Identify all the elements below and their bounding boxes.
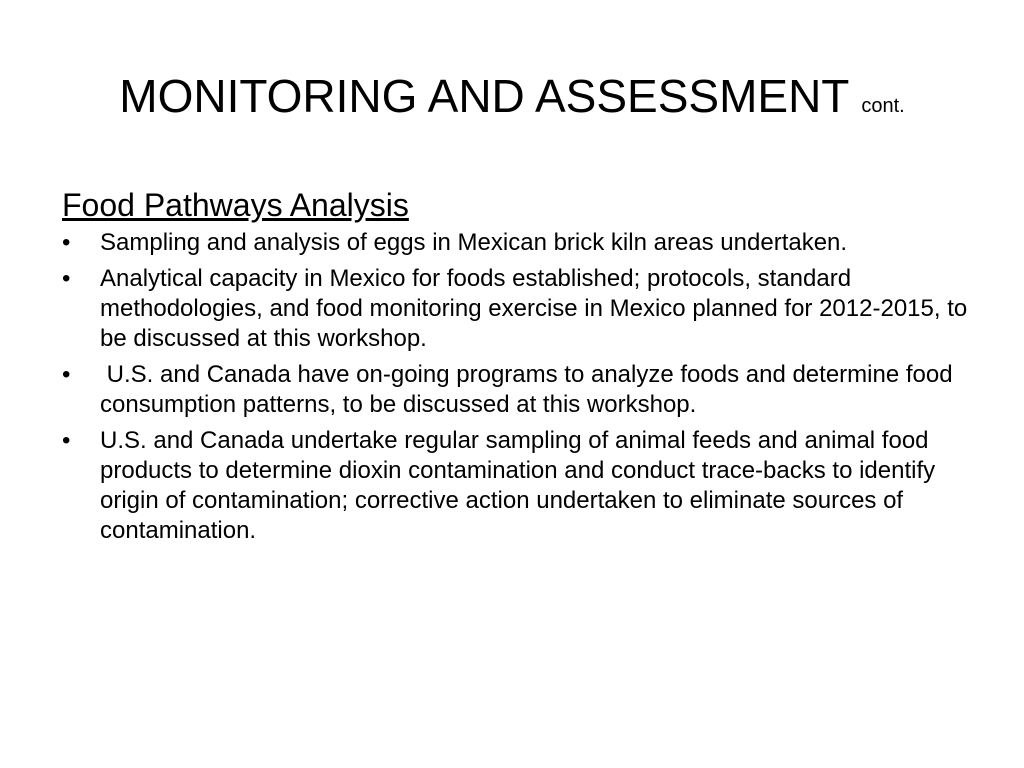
- bullet-icon: •: [62, 265, 71, 292]
- bullet-icon: •: [62, 361, 71, 388]
- bullet-text: Analytical capacity in Mexico for foods established; protocols, standard methodologies, and food monitoring exercise in Mexico planned for 2012-2015, to be discussed at this workshop.: [100, 265, 968, 352]
- bullet-list: [62, 228, 972, 546]
- bullet-item: [62, 228, 972, 258]
- section-subheading: Food Pathways Analysis: [62, 187, 409, 223]
- bullet-item: [62, 360, 972, 420]
- slide-content: [62, 184, 972, 552]
- slide-title-suffix: cont.: [861, 95, 905, 117]
- bullet-item: [62, 426, 972, 546]
- bullet-text: Sampling and analysis of eggs in Mexican brick kiln areas undertaken.: [100, 229, 848, 256]
- slide-title-text: MONITORING AND ASSESSMENT: [119, 70, 849, 122]
- bullet-text: U.S. and Canada undertake regular sampling of animal feeds and animal food products to determine dioxin contamination and conduct trace-backs to identify origin of contamination; corrective action undertaken to eliminate sources of contamination.: [100, 427, 936, 544]
- bullet-icon: •: [62, 229, 71, 256]
- bullet-item: [62, 264, 972, 354]
- bullet-icon: •: [62, 427, 71, 454]
- bullet-text: U.S. and Canada have on-going programs to analyze foods and determine food consumption patterns, to be discussed at this workshop.: [100, 361, 960, 418]
- slide-title: [0, 66, 1024, 136]
